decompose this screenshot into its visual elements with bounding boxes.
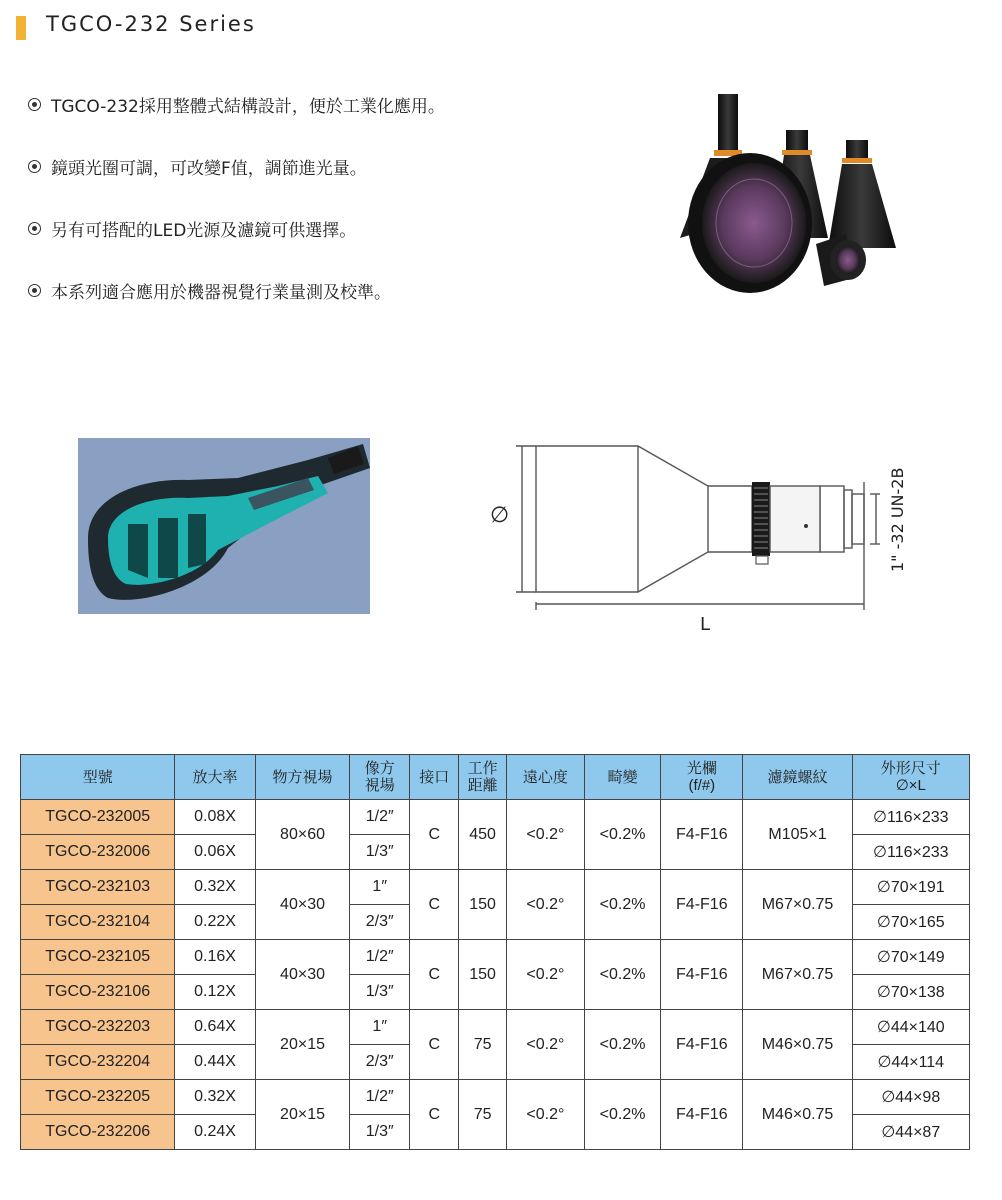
- cell-magnification: 0.12X: [175, 975, 255, 1010]
- cell-magnification: 0.24X: [175, 1115, 255, 1150]
- cutaway-render: [78, 438, 370, 614]
- cell-model: TGCO-232005: [21, 800, 175, 835]
- bullet-icon: [28, 222, 41, 235]
- header-aperture: 光欄 (f/#): [661, 755, 743, 800]
- cell-model: TGCO-232205: [21, 1080, 175, 1115]
- bullet-icon: [28, 98, 41, 111]
- cell-dimensions: ∅44×114: [852, 1045, 969, 1080]
- cell-model: TGCO-232106: [21, 975, 175, 1010]
- cell-distortion: <0.2%: [585, 1010, 661, 1080]
- cell-mount: C: [410, 800, 459, 870]
- cell-working-distance: 450: [459, 800, 506, 870]
- dimension-drawing: [480, 432, 920, 642]
- cell-mount: C: [410, 1010, 459, 1080]
- cell-image-fov: 1/3″: [350, 975, 410, 1010]
- cell-dimensions: ∅70×138: [852, 975, 969, 1010]
- cell-dimensions: ∅70×191: [852, 870, 969, 905]
- cell-magnification: 0.16X: [175, 940, 255, 975]
- cell-telecentricity: <0.2°: [506, 1010, 584, 1080]
- cell-magnification: 0.64X: [175, 1010, 255, 1045]
- header-filter-thread: 濾鏡螺紋: [743, 755, 852, 800]
- cell-mount: C: [410, 1080, 459, 1150]
- cell-dimensions: ∅116×233: [852, 800, 969, 835]
- cell-magnification: 0.08X: [175, 800, 255, 835]
- header-image-fov: 像方 視場: [350, 755, 410, 800]
- cell-image-fov: 1/2″: [350, 800, 410, 835]
- cell-image-fov: 1/2″: [350, 1080, 410, 1115]
- cell-magnification: 0.06X: [175, 835, 255, 870]
- cell-distortion: <0.2%: [585, 940, 661, 1010]
- cell-magnification: 0.22X: [175, 905, 255, 940]
- spec-table: [20, 754, 970, 1150]
- cell-working-distance: 150: [459, 940, 506, 1010]
- table-row: [21, 940, 970, 975]
- cell-model: TGCO-232104: [21, 905, 175, 940]
- feature-text: TGCO-232採用整體式結構設計，便於工業化應用。: [51, 97, 445, 117]
- cell-model: TGCO-232204: [21, 1045, 175, 1080]
- cell-distortion: <0.2%: [585, 870, 661, 940]
- cell-image-fov: 1/3″: [350, 835, 410, 870]
- cell-image-fov: 1″: [350, 870, 410, 905]
- cell-object-fov: 80×60: [255, 800, 350, 870]
- cell-filter-thread: M67×0.75: [743, 870, 852, 940]
- bullet-icon: [28, 284, 41, 297]
- cell-telecentricity: <0.2°: [506, 870, 584, 940]
- product-photo: [640, 88, 990, 308]
- header-object-fov: 物方視場: [255, 755, 350, 800]
- cell-dimensions: ∅70×165: [852, 905, 969, 940]
- cell-dimensions: ∅44×140: [852, 1010, 969, 1045]
- cell-filter-thread: M105×1: [743, 800, 852, 870]
- table-row: [21, 800, 970, 835]
- cell-mount: C: [410, 870, 459, 940]
- feature-text: 另有可搭配的LED光源及濾鏡可供選擇。: [51, 221, 357, 241]
- cell-object-fov: 40×30: [255, 870, 350, 940]
- table-row: [21, 1080, 970, 1115]
- cell-dimensions: ∅70×149: [852, 940, 969, 975]
- header-dimensions: 外形尺寸 ∅×L: [852, 755, 969, 800]
- cell-working-distance: 75: [459, 1010, 506, 1080]
- cell-filter-thread: M46×0.75: [743, 1080, 852, 1150]
- header-working-distance: 工作 距離: [459, 755, 506, 800]
- cell-working-distance: 75: [459, 1080, 506, 1150]
- cell-object-fov: 40×30: [255, 940, 350, 1010]
- cell-aperture: F4-F16: [661, 940, 743, 1010]
- thread-label: 1" -32 UN-2B: [888, 467, 907, 572]
- cell-object-fov: 20×15: [255, 1010, 350, 1080]
- cell-distortion: <0.2%: [585, 1080, 661, 1150]
- cell-model: TGCO-232103: [21, 870, 175, 905]
- cell-object-fov: 20×15: [255, 1080, 350, 1150]
- cell-telecentricity: <0.2°: [506, 800, 584, 870]
- cell-dimensions: ∅44×87: [852, 1115, 969, 1150]
- feature-text: 鏡頭光圈可調，可改變F值，調節進光量。: [51, 159, 367, 179]
- cell-model: TGCO-232105: [21, 940, 175, 975]
- feature-item: [28, 92, 445, 117]
- feature-text: 本系列適合應用於機器視覺行業量測及校準。: [51, 283, 391, 303]
- page-title: TGCO-232 Series: [46, 12, 256, 36]
- cell-aperture: F4-F16: [661, 1010, 743, 1080]
- cell-filter-thread: M46×0.75: [743, 1010, 852, 1080]
- cell-image-fov: 1/3″: [350, 1115, 410, 1150]
- length-label: L: [700, 614, 711, 635]
- feature-item: [28, 154, 367, 179]
- cell-image-fov: 2/3″: [350, 1045, 410, 1080]
- header-telecentricity: 遠心度: [506, 755, 584, 800]
- cell-image-fov: 2/3″: [350, 905, 410, 940]
- cell-telecentricity: <0.2°: [506, 940, 584, 1010]
- cell-dimensions: ∅44×98: [852, 1080, 969, 1115]
- title-accent-bar: [16, 16, 26, 40]
- cell-working-distance: 150: [459, 870, 506, 940]
- cell-magnification: 0.32X: [175, 1080, 255, 1115]
- cell-image-fov: 1″: [350, 1010, 410, 1045]
- feature-item: [28, 278, 391, 303]
- header-mount: 接口: [410, 755, 459, 800]
- header-model: 型號: [21, 755, 175, 800]
- cell-model: TGCO-232006: [21, 835, 175, 870]
- table-header-row: [21, 755, 970, 800]
- cell-filter-thread: M67×0.75: [743, 940, 852, 1010]
- cell-dimensions: ∅116×233: [852, 835, 969, 870]
- cell-model: TGCO-232203: [21, 1010, 175, 1045]
- cell-image-fov: 1/2″: [350, 940, 410, 975]
- cell-magnification: 0.32X: [175, 870, 255, 905]
- table-row: [21, 1010, 970, 1045]
- cell-model: TGCO-232206: [21, 1115, 175, 1150]
- cell-aperture: F4-F16: [661, 870, 743, 940]
- cell-magnification: 0.44X: [175, 1045, 255, 1080]
- bullet-icon: [28, 160, 41, 173]
- cell-aperture: F4-F16: [661, 800, 743, 870]
- header-magnification: 放大率: [175, 755, 255, 800]
- header-distortion: 畸變: [585, 755, 661, 800]
- cell-aperture: F4-F16: [661, 1080, 743, 1150]
- feature-item: [28, 216, 356, 241]
- cell-mount: C: [410, 940, 459, 1010]
- diameter-label: ∅: [490, 503, 510, 528]
- cell-distortion: <0.2%: [585, 800, 661, 870]
- cell-telecentricity: <0.2°: [506, 1080, 584, 1150]
- table-row: [21, 870, 970, 905]
